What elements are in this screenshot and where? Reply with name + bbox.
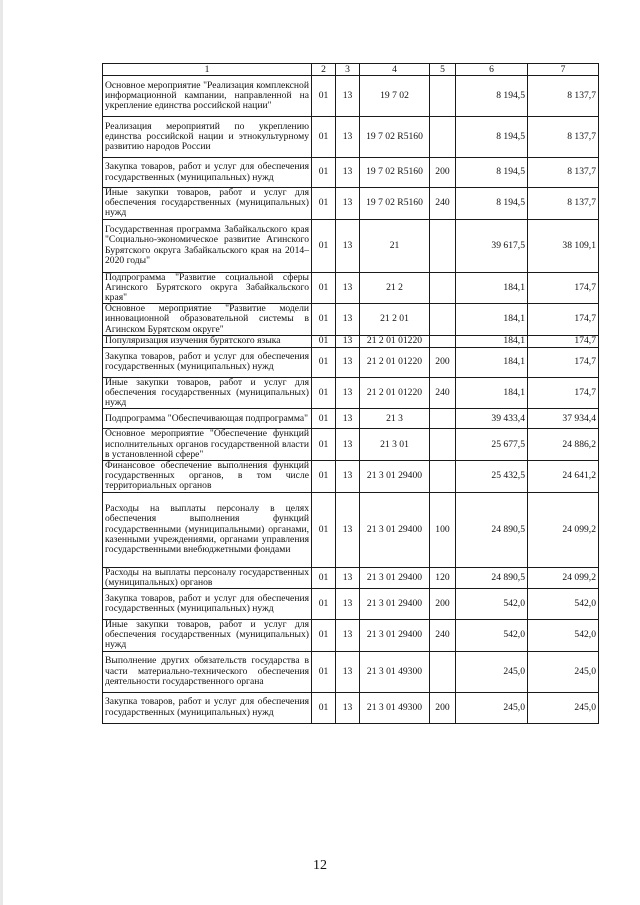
target-article-cell: 21 3 01 29400 bbox=[360, 492, 430, 567]
amount-col7-cell: 24 641,2 bbox=[528, 461, 599, 493]
amount-col7-cell: 174,7 bbox=[528, 272, 599, 304]
row-name-cell: Иные закупки товаров, работ и услуг для обеспечения государственных (муниципальных) нужд bbox=[103, 620, 312, 652]
target-article-cell: 21 2 01 01220 bbox=[360, 335, 430, 347]
amount-col7-cell: 24 886,2 bbox=[528, 429, 599, 461]
row-name-cell: Закупка товаров, работ и услуг для обеспечения государственных (муниципальных) нужд bbox=[103, 347, 312, 377]
row-name-cell: Основное мероприятие "Обеспечение функций исполнительных органов государственной власти в установленной сфере" bbox=[103, 429, 312, 461]
row-name-cell: Закупка товаров, работ и услуг для обеспечения государственных (муниципальных) нужд bbox=[103, 589, 312, 620]
budget-table bbox=[102, 63, 599, 724]
amount-col7-cell: 174,7 bbox=[528, 335, 599, 347]
expense-type-cell: 200 bbox=[430, 158, 456, 188]
table-row bbox=[103, 188, 599, 220]
amount-col6-cell: 8 194,5 bbox=[456, 188, 528, 220]
table-row bbox=[103, 347, 599, 377]
subsection-code-cell: 13 bbox=[336, 492, 360, 567]
target-article-cell: 21 3 01 49300 bbox=[360, 692, 430, 723]
row-name-cell: Реализация мероприятий по укреплению единства российской нации и этнокультурному развитию народов России bbox=[103, 117, 312, 158]
row-name-cell: Выполнение других обязательств государства в части материально-технического обеспечения деятельности государственного органа bbox=[103, 651, 312, 692]
amount-col7-cell: 24 099,2 bbox=[528, 492, 599, 567]
row-name-cell: Популяризация изучения бурятского языка bbox=[103, 335, 312, 347]
expense-type-cell: 100 bbox=[430, 492, 456, 567]
amount-col6-cell: 184,1 bbox=[456, 272, 528, 304]
table-row bbox=[103, 429, 599, 461]
amount-col6-cell: 8 194,5 bbox=[456, 158, 528, 188]
section-code-cell: 01 bbox=[312, 492, 336, 567]
amount-col7-cell: 24 099,2 bbox=[528, 567, 599, 588]
section-code-cell: 01 bbox=[312, 117, 336, 158]
amount-col7-cell: 174,7 bbox=[528, 304, 599, 336]
table-row bbox=[103, 492, 599, 567]
table-row bbox=[103, 651, 599, 692]
expense-type-cell bbox=[430, 272, 456, 304]
section-code-cell: 01 bbox=[312, 377, 336, 409]
table-row bbox=[103, 304, 599, 336]
target-article-cell: 19 7 02 R5160 bbox=[360, 188, 430, 220]
expense-type-cell: 240 bbox=[430, 620, 456, 652]
expense-type-cell bbox=[430, 429, 456, 461]
row-name-cell: Закупка товаров, работ и услуг для обеспечения государственных (муниципальных) нужд bbox=[103, 692, 312, 723]
amount-col7-cell: 8 137,7 bbox=[528, 158, 599, 188]
amount-col6-cell: 542,0 bbox=[456, 620, 528, 652]
header-cell: 6 bbox=[456, 64, 528, 76]
table-row bbox=[103, 589, 599, 620]
amount-col7-cell: 245,0 bbox=[528, 692, 599, 723]
amount-col6-cell: 24 890,5 bbox=[456, 492, 528, 567]
expense-type-cell bbox=[430, 219, 456, 272]
amount-col6-cell: 245,0 bbox=[456, 651, 528, 692]
row-name-cell: Расходы на выплаты персоналу государственных (муниципальных) органов bbox=[103, 567, 312, 588]
row-name-cell: Финансовое обеспечение выполнения функций государственных органов, в том числе территориальных органов bbox=[103, 461, 312, 493]
subsection-code-cell: 13 bbox=[336, 335, 360, 347]
table-row bbox=[103, 620, 599, 652]
subsection-code-cell: 13 bbox=[336, 429, 360, 461]
amount-col6-cell: 8 194,5 bbox=[456, 76, 528, 117]
subsection-code-cell: 13 bbox=[336, 304, 360, 336]
table-row bbox=[103, 377, 599, 409]
expense-type-cell: 120 bbox=[430, 567, 456, 588]
amount-col7-cell: 37 934,4 bbox=[528, 409, 599, 429]
section-code-cell: 01 bbox=[312, 409, 336, 429]
target-article-cell: 19 7 02 bbox=[360, 76, 430, 117]
expense-type-cell bbox=[430, 335, 456, 347]
row-name-cell: Подпрограмма "Обеспечивающая подпрограмма" bbox=[103, 409, 312, 429]
subsection-code-cell: 13 bbox=[336, 219, 360, 272]
header-cell: 3 bbox=[336, 64, 360, 76]
row-name-cell: Подпрограмма "Развитие социальной сферы Агинского Бурятского округа Забайкальского края" bbox=[103, 272, 312, 304]
subsection-code-cell: 13 bbox=[336, 567, 360, 588]
page-number: 12 bbox=[313, 858, 327, 873]
amount-col6-cell: 39 433,4 bbox=[456, 409, 528, 429]
section-code-cell: 01 bbox=[312, 589, 336, 620]
target-article-cell: 21 3 01 bbox=[360, 429, 430, 461]
header-cell: 4 bbox=[360, 64, 430, 76]
section-code-cell: 01 bbox=[312, 429, 336, 461]
amount-col6-cell: 542,0 bbox=[456, 589, 528, 620]
amount-col6-cell: 184,1 bbox=[456, 377, 528, 409]
expense-type-cell bbox=[430, 117, 456, 158]
section-code-cell: 01 bbox=[312, 272, 336, 304]
target-article-cell: 21 3 01 29400 bbox=[360, 620, 430, 652]
target-article-cell: 21 3 01 29400 bbox=[360, 461, 430, 493]
expense-type-cell bbox=[430, 409, 456, 429]
target-article-cell: 21 3 bbox=[360, 409, 430, 429]
expense-type-cell: 200 bbox=[430, 347, 456, 377]
amount-col6-cell: 184,1 bbox=[456, 347, 528, 377]
amount-col7-cell: 8 137,7 bbox=[528, 117, 599, 158]
target-article-cell: 19 7 02 R5160 bbox=[360, 117, 430, 158]
subsection-code-cell: 13 bbox=[336, 461, 360, 493]
subsection-code-cell: 13 bbox=[336, 188, 360, 220]
subsection-code-cell: 13 bbox=[336, 589, 360, 620]
expense-type-cell: 240 bbox=[430, 377, 456, 409]
table-row bbox=[103, 409, 599, 429]
section-code-cell: 01 bbox=[312, 651, 336, 692]
target-article-cell: 21 3 01 49300 bbox=[360, 651, 430, 692]
amount-col6-cell: 184,1 bbox=[456, 304, 528, 336]
header-cell: 5 bbox=[430, 64, 456, 76]
expense-type-cell bbox=[430, 461, 456, 493]
amount-col7-cell: 542,0 bbox=[528, 589, 599, 620]
table-body bbox=[103, 76, 599, 724]
amount-col7-cell: 174,7 bbox=[528, 377, 599, 409]
row-name-cell: Иные закупки товаров, работ и услуг для обеспечения государственных (муниципальных) нужд bbox=[103, 188, 312, 220]
section-code-cell: 01 bbox=[312, 304, 336, 336]
section-code-cell: 01 bbox=[312, 620, 336, 652]
amount-col7-cell: 8 137,7 bbox=[528, 76, 599, 117]
target-article-cell: 21 2 01 bbox=[360, 304, 430, 336]
table-row bbox=[103, 272, 599, 304]
target-article-cell: 21 2 01 01220 bbox=[360, 347, 430, 377]
table-row bbox=[103, 158, 599, 188]
target-article-cell: 21 3 01 29400 bbox=[360, 567, 430, 588]
subsection-code-cell: 13 bbox=[336, 409, 360, 429]
subsection-code-cell: 13 bbox=[336, 117, 360, 158]
target-article-cell: 21 bbox=[360, 219, 430, 272]
page-edge bbox=[0, 0, 3, 905]
header-row bbox=[103, 64, 599, 76]
expense-type-cell: 240 bbox=[430, 188, 456, 220]
header-cell: 2 bbox=[312, 64, 336, 76]
row-name-cell: Основное мероприятие "Развитие модели инновационной образовательной системы в Агинском Бурятском округе" bbox=[103, 304, 312, 336]
expense-type-cell bbox=[430, 651, 456, 692]
expense-type-cell bbox=[430, 304, 456, 336]
section-code-cell: 01 bbox=[312, 219, 336, 272]
section-code-cell: 01 bbox=[312, 76, 336, 117]
amount-col7-cell: 542,0 bbox=[528, 620, 599, 652]
table-row bbox=[103, 117, 599, 158]
table-row bbox=[103, 461, 599, 493]
amount-col7-cell: 8 137,7 bbox=[528, 188, 599, 220]
section-code-cell: 01 bbox=[312, 692, 336, 723]
table-row bbox=[103, 692, 599, 723]
header-cell: 7 bbox=[528, 64, 599, 76]
subsection-code-cell: 13 bbox=[336, 692, 360, 723]
target-article-cell: 21 2 01 01220 bbox=[360, 377, 430, 409]
section-code-cell: 01 bbox=[312, 347, 336, 377]
subsection-code-cell: 13 bbox=[336, 620, 360, 652]
table-row bbox=[103, 76, 599, 117]
row-name-cell: Закупка товаров, работ и услуг для обеспечения государственных (муниципальных) нужд bbox=[103, 158, 312, 188]
expense-type-cell: 200 bbox=[430, 692, 456, 723]
expense-type-cell: 200 bbox=[430, 589, 456, 620]
subsection-code-cell: 13 bbox=[336, 158, 360, 188]
row-name-cell: Расходы на выплаты персоналу в целях обеспечения выполнения функций государственными (муниципальными) органами, казенными учреждениями, органами управления государственными внебюджетными фондами bbox=[103, 492, 312, 567]
section-code-cell: 01 bbox=[312, 335, 336, 347]
table-row bbox=[103, 219, 599, 272]
target-article-cell: 21 3 01 29400 bbox=[360, 589, 430, 620]
row-name-cell: Основное мероприятие "Реализация комплексной информационной кампании, направленной на укрепление единства российской нации" bbox=[103, 76, 312, 117]
table-row bbox=[103, 335, 599, 347]
amount-col6-cell: 8 194,5 bbox=[456, 117, 528, 158]
amount-col6-cell: 25 432,5 bbox=[456, 461, 528, 493]
target-article-cell: 19 7 02 R5160 bbox=[360, 158, 430, 188]
amount-col7-cell: 174,7 bbox=[528, 347, 599, 377]
section-code-cell: 01 bbox=[312, 188, 336, 220]
amount-col7-cell: 245,0 bbox=[528, 651, 599, 692]
subsection-code-cell: 13 bbox=[336, 272, 360, 304]
section-code-cell: 01 bbox=[312, 461, 336, 493]
subsection-code-cell: 13 bbox=[336, 347, 360, 377]
section-code-cell: 01 bbox=[312, 567, 336, 588]
row-name-cell: Иные закупки товаров, работ и услуг для обеспечения государственных (муниципальных) нужд bbox=[103, 377, 312, 409]
row-name-cell: Государственная программа Забайкальского края "Социально-экономическое развитие Агинского Бурятского округа Забайкальского края на 2014–2020 годы" bbox=[103, 219, 312, 272]
expense-type-cell bbox=[430, 76, 456, 117]
subsection-code-cell: 13 bbox=[336, 377, 360, 409]
target-article-cell: 21 2 bbox=[360, 272, 430, 304]
subsection-code-cell: 13 bbox=[336, 76, 360, 117]
table-row bbox=[103, 567, 599, 588]
section-code-cell: 01 bbox=[312, 158, 336, 188]
subsection-code-cell: 13 bbox=[336, 651, 360, 692]
header-cell: 1 bbox=[103, 64, 312, 76]
amount-col6-cell: 24 890,5 bbox=[456, 567, 528, 588]
amount-col6-cell: 184,1 bbox=[456, 335, 528, 347]
amount-col7-cell: 38 109,1 bbox=[528, 219, 599, 272]
amount-col6-cell: 25 677,5 bbox=[456, 429, 528, 461]
amount-col6-cell: 245,0 bbox=[456, 692, 528, 723]
amount-col6-cell: 39 617,5 bbox=[456, 219, 528, 272]
